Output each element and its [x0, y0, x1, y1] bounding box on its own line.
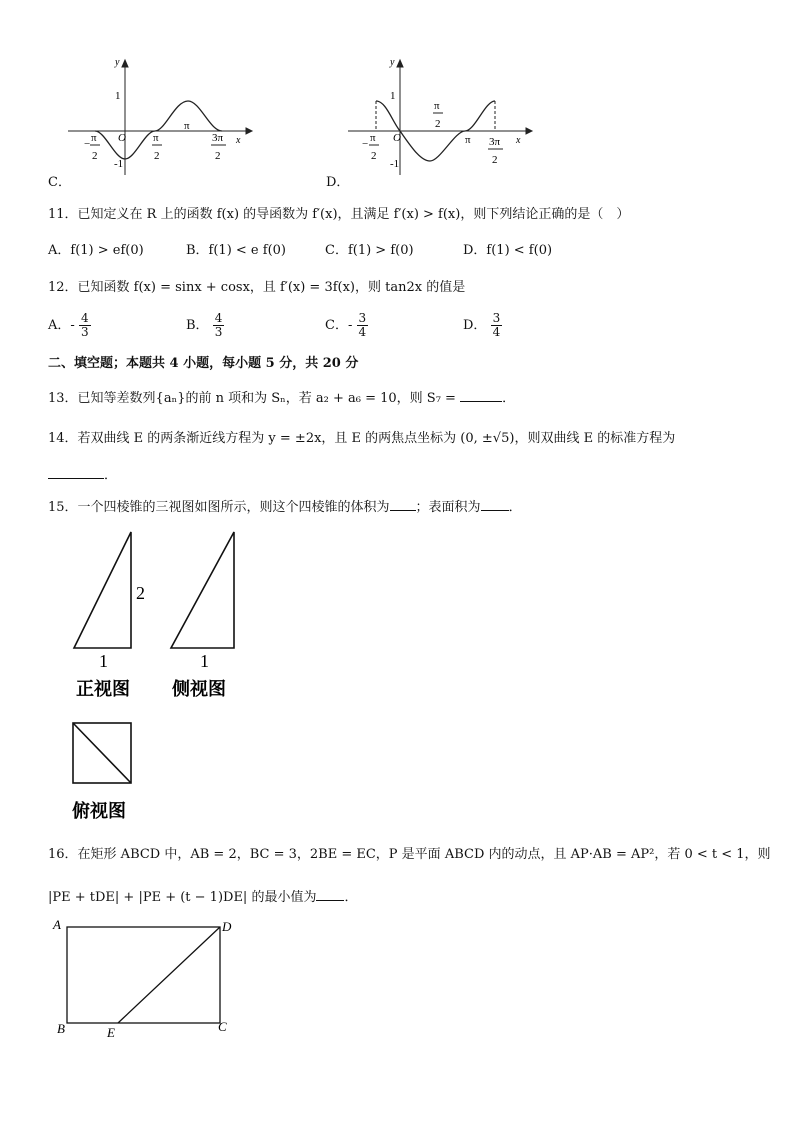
option-sign: - — [347, 318, 353, 333]
option-fraction — [79, 312, 91, 339]
q14-stem: 14．若双曲线 E 的两条渐近线方程为 y = ±2x，且 E 的两焦点坐标为 (0, ±√5)，则双曲线 E 的标准方程为 — [48, 431, 676, 446]
graph-d-label: D． — [326, 175, 350, 190]
q14-tail: ． — [104, 468, 118, 483]
graph-c-half-pi-den: 2 — [154, 150, 160, 162]
graph-d-origin: O — [393, 132, 401, 144]
q16-line2 — [48, 887, 357, 907]
graph-c-origin: O — [118, 132, 126, 144]
q16-stem2: |PE + tDE| + |PE + (t − 1)DE| 的最小值为 — [48, 890, 317, 905]
three-view-figure — [60, 525, 260, 825]
q11-option-d: D．f(1) < f(0) — [463, 243, 553, 258]
graph-d-neg-half-pi-num: π — [370, 132, 376, 144]
q11-stem: 11．已知定义在 R 上的函数 f(x) 的导函数为 f′(x)，且满足 f′(x) > f(x)，则下列结论正确的是（ ） — [48, 207, 630, 222]
graph-c-label: C． — [48, 175, 71, 190]
graph-d — [340, 55, 540, 180]
q15-mid: ；表面积为 — [415, 500, 481, 515]
fraction-den: 3 — [80, 325, 89, 339]
q12-option-b — [186, 312, 224, 339]
q12-option-d — [463, 312, 502, 339]
vertex-a-label: A — [53, 917, 61, 932]
graph-c-neg-half-pi-num: π — [91, 132, 97, 144]
rectangle-figure — [48, 915, 248, 1040]
graph-d-three-half-pi-den: 2 — [492, 154, 498, 166]
option-fraction — [213, 312, 225, 339]
rectangle-abcd — [67, 927, 220, 1023]
option-label: D． — [463, 318, 487, 333]
option-label: C． — [325, 318, 348, 333]
y-axis-arrow-icon — [122, 60, 128, 67]
y-axis-arrow-icon — [397, 60, 403, 67]
q12-option-c — [325, 312, 368, 339]
point-e-label: E — [107, 1025, 115, 1040]
graph-d-half-pi-num: π — [434, 100, 440, 112]
top-view-diagonal — [73, 723, 131, 783]
q13-stem: 13．已知等差数列{aₙ}的前 n 项和为 Sₙ，若 a₂ + a₆ = 10，则 S₇ = — [48, 391, 456, 406]
top-view-caption: 俯视图 — [72, 801, 126, 821]
answer-blank — [390, 497, 416, 511]
graph-d-y-bottom: -1 — [390, 158, 400, 170]
option-fraction — [491, 312, 503, 339]
graph-c-half-pi-num: π — [153, 132, 159, 144]
graph-d-y-label: y — [390, 57, 395, 68]
graph-c-y-bottom: -1 — [114, 158, 124, 170]
graph-c-y-label: y — [115, 57, 120, 68]
q13-line — [48, 388, 515, 408]
fraction-num: 3 — [492, 311, 501, 325]
fraction-num: 3 — [358, 311, 367, 325]
q15-tail: ． — [508, 500, 522, 515]
option-fraction — [357, 312, 369, 339]
vertex-b-label: B — [57, 1021, 65, 1036]
answer-blank — [48, 465, 104, 479]
graph-c-three-half-pi-den: 2 — [215, 150, 221, 162]
q11-option-c: C．f(1) > f(0) — [325, 243, 414, 258]
front-view-caption: 正视图 — [76, 679, 130, 699]
q16-tail: ． — [344, 890, 358, 905]
graph-c-pi: π — [184, 120, 190, 132]
q15-stem: 15．一个四棱锥的三视图如图所示，则这个四棱锥的体积为 — [48, 500, 390, 515]
answer-blank — [316, 887, 344, 901]
fraction-den: 4 — [358, 325, 367, 339]
fraction-den: 3 — [214, 325, 223, 339]
option-label: B． — [186, 318, 209, 333]
side-view-caption: 侧视图 — [172, 679, 226, 699]
answer-blank — [481, 497, 509, 511]
graph-c-neg-sign: − — [84, 138, 91, 150]
q11-option-a: A．f(1) > ef(0) — [48, 243, 144, 258]
vertex-d-label: D — [222, 919, 232, 934]
front-height-label: 2 — [136, 583, 145, 603]
x-axis-arrow-icon — [526, 128, 532, 134]
segment-de — [118, 927, 220, 1023]
graph-d-x-label: x — [516, 135, 521, 146]
fraction-den: 4 — [492, 325, 501, 339]
x-axis-arrow-icon — [246, 128, 252, 134]
q13-tail: ． — [502, 391, 516, 406]
graph-c-y-top: 1 — [115, 90, 121, 102]
graph-d-three-half-pi-num: 3π — [489, 136, 501, 148]
front-view-triangle — [74, 532, 131, 648]
graph-c-x-label: x — [236, 135, 241, 146]
q12-option-a — [48, 312, 91, 339]
vertex-c-label: C — [218, 1019, 227, 1034]
graph-d-neg-half-pi-den: 2 — [371, 150, 377, 162]
graph-c-neg-half-pi-den: 2 — [92, 150, 98, 162]
fraction-num: 4 — [214, 311, 223, 325]
option-sign: - — [70, 318, 75, 333]
graph-c — [60, 55, 260, 180]
front-base-label: 1 — [99, 651, 108, 671]
side-base-label: 1 — [200, 651, 209, 671]
graph-c-three-half-pi-num: 3π — [212, 132, 224, 144]
graph-d-neg-sign: − — [362, 138, 369, 150]
section-heading: 二、填空题；本题共 4 小题，每小题 5 分，共 20 分 — [48, 356, 359, 371]
answer-blank — [460, 388, 502, 402]
q14-answer-line — [48, 465, 117, 485]
q16-line1: 16．在矩形 ABCD 中，AB = 2，BC = 3，2BE = EC，P 是平面 ABCD 内的动点，且 AP·AB = AP²，若 0 < t < 1，则 — [48, 847, 771, 862]
graph-d-half-pi-den: 2 — [435, 118, 441, 130]
q15-line — [48, 497, 522, 517]
q12-stem: 12．已知函数 f(x) = sinx + cosx，且 f′(x) = 3f(x)，则 tan2x 的值是 — [48, 280, 466, 295]
q11-option-b: B．f(1) < e f(0) — [186, 243, 286, 258]
option-label: A． — [48, 318, 71, 333]
side-view-triangle — [171, 532, 234, 648]
graph-d-y-top: 1 — [390, 90, 396, 102]
graph-d-pi: π — [465, 134, 471, 146]
fraction-num: 4 — [80, 311, 89, 325]
